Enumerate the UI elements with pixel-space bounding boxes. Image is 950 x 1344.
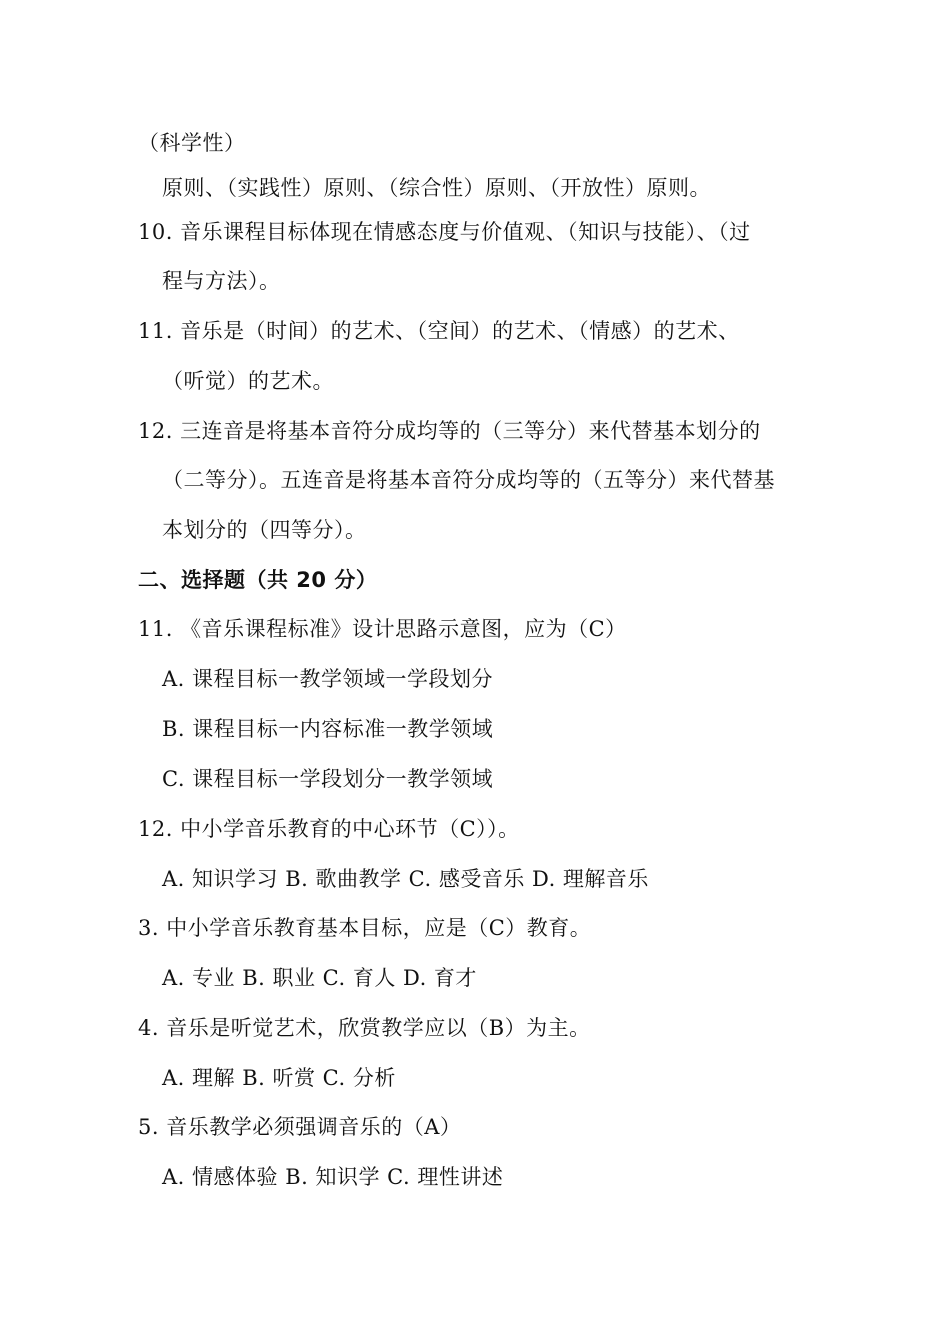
text-line-kexuexing: （科学性） [138,131,246,155]
question-4: 4. 音乐是听觉艺术，欣赏教学应以（B）为主。 [138,1016,591,1040]
item-11-continued: （听觉）的艺术。 [162,369,334,393]
question-11-option-b: B. 课程目标一内容标准一教学领域 [162,717,494,741]
question-11-option-a: A. 课程目标一教学领域一学段划分 [162,667,494,691]
text-line-principles: 原则、（实践性）原则、（综合性）原则、（开放性）原则。 [162,176,711,200]
question-11: 11. 《音乐课程标准》设计思路示意图，应为（C） [138,617,627,641]
question-5-options: A. 情感体验 B. 知识学 C. 理性讲述 [162,1165,504,1189]
question-4-options: A. 理解 B. 听赏 C. 分析 [162,1066,396,1090]
item-10: 10. 音乐课程目标体现在情感态度与价值观、（知识与技能）、（过 [138,220,751,244]
item-12: 12. 三连音是将基本音符分成均等的（三等分）来代替基本划分的 [138,419,761,443]
question-11-option-c: C. 课程目标一学段划分一教学领域 [162,767,494,791]
question-5: 5. 音乐教学必须强调音乐的（A） [138,1115,462,1139]
question-3-options: A. 专业 B. 职业 C. 育人 D. 育才 [162,966,477,990]
item-10-continued: 程与方法）。 [162,269,281,293]
question-3: 3. 中小学音乐教育基本目标，应是（C）教育。 [138,916,592,940]
item-12-continued-2: 本划分的（四等分）。 [162,518,367,542]
item-12-continued-1: （二等分）。五连音是将基本音符分成均等的（五等分）来代替基 [162,468,775,492]
section-heading-choice: 二、选择题（共 20 分） [138,568,378,592]
question-12: 12. 中小学音乐教育的中心环节（C））。 [138,817,520,841]
item-11: 11. 音乐是（时间）的艺术、（空间）的艺术、（情感）的艺术、 [138,319,740,343]
question-12-options: A. 知识学习 B. 歌曲教学 C. 感受音乐 D. 理解音乐 [162,867,649,891]
